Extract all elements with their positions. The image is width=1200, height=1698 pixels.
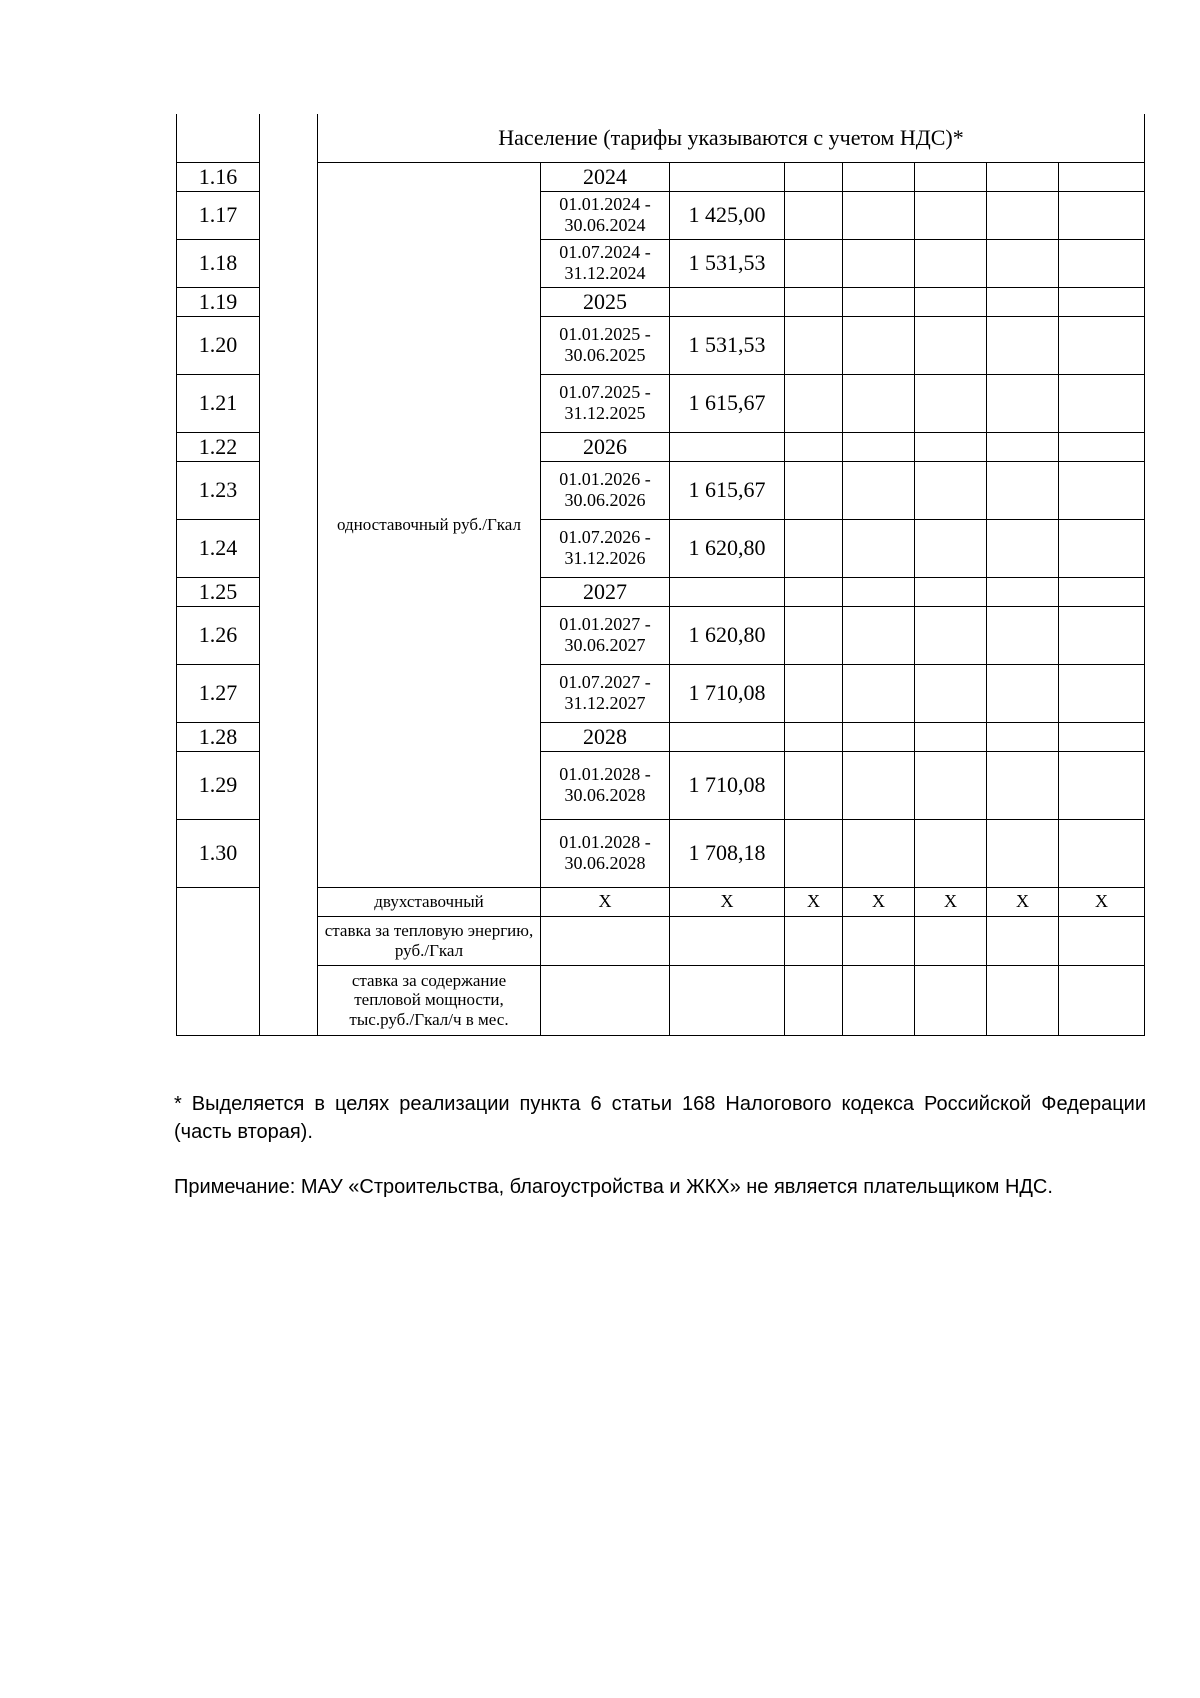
empty-cell [1059, 965, 1145, 1035]
row-number: 1.30 [177, 819, 260, 887]
blank-num-cell [177, 887, 260, 1035]
empty-cell [843, 461, 915, 519]
empty-cell [1059, 162, 1145, 191]
empty-cell [1059, 287, 1145, 316]
tariff-value: 1 425,00 [670, 191, 785, 239]
section-header-row [177, 114, 1145, 162]
tariff-value: 1 620,80 [670, 519, 785, 577]
period-range: 01.01.2025 - 30.06.2025 [541, 316, 670, 374]
empty-cell [987, 664, 1059, 722]
empty-cell [915, 162, 987, 191]
x-mark: X [987, 887, 1059, 916]
row-number: 1.18 [177, 239, 260, 287]
empty-cell [785, 374, 843, 432]
capacity-rate-label: ставка за содержание тепловой мощности, тыс.руб./Гкал/ч в мес. [318, 965, 541, 1035]
empty-cell [670, 965, 785, 1035]
tariff-value [670, 577, 785, 606]
empty-cell [987, 819, 1059, 887]
blank-side-column [260, 114, 318, 1035]
row-number: 1.27 [177, 664, 260, 722]
empty-cell [785, 819, 843, 887]
remark-note: Примечание: МАУ «Строительства, благоустройства и ЖКХ» не является плательщиком НДС. [174, 1176, 1053, 1198]
row-number: 1.17 [177, 191, 260, 239]
row-number: 1.22 [177, 432, 260, 461]
empty-cell [915, 191, 987, 239]
row-number: 1.25 [177, 577, 260, 606]
empty-cell [843, 162, 915, 191]
tariff-value [670, 162, 785, 191]
empty-cell [785, 519, 843, 577]
empty-cell [1059, 577, 1145, 606]
x-mark: X [670, 887, 785, 916]
empty-cell [785, 191, 843, 239]
empty-cell [785, 461, 843, 519]
empty-cell [1059, 316, 1145, 374]
row-number: 1.24 [177, 519, 260, 577]
empty-cell [987, 606, 1059, 664]
empty-cell [843, 519, 915, 577]
empty-cell [843, 316, 915, 374]
section-header: Население (тарифы указываются с учетом НДС)* [318, 114, 1145, 162]
empty-cell [843, 191, 915, 239]
empty-cell [915, 722, 987, 751]
empty-cell [670, 916, 785, 965]
empty-cell [785, 606, 843, 664]
empty-cell [1059, 664, 1145, 722]
tariff-value [670, 287, 785, 316]
empty-cell [843, 751, 915, 819]
empty-cell [1059, 722, 1145, 751]
empty-cell [785, 751, 843, 819]
empty-cell [987, 519, 1059, 577]
tariff-table [176, 114, 1145, 1036]
empty-cell [987, 239, 1059, 287]
empty-cell [987, 751, 1059, 819]
period-range: 01.01.2024 - 30.06.2024 [541, 191, 670, 239]
year-label: 2027 [541, 577, 670, 606]
empty-cell [785, 432, 843, 461]
empty-cell [1059, 606, 1145, 664]
empty-cell [843, 432, 915, 461]
tariff-value: 1 708,18 [670, 819, 785, 887]
tariff-value: 1 531,53 [670, 239, 785, 287]
tariff-value: 1 615,67 [670, 461, 785, 519]
empty-cell [915, 606, 987, 664]
footnote: * Выделяется в целях реализации пункта 6 статьи 168 Налогового кодекса Российской Федерации (часть вторая). [174, 1093, 1146, 1143]
empty-cell [1059, 751, 1145, 819]
empty-cell [987, 162, 1059, 191]
period-range: 01.01.2028 - 30.06.2028 [541, 819, 670, 887]
sub-rate-row [177, 965, 1145, 1035]
empty-cell [843, 606, 915, 664]
x-mark: X [541, 887, 670, 916]
row-number: 1.26 [177, 606, 260, 664]
empty-cell [843, 722, 915, 751]
empty-cell [1059, 374, 1145, 432]
empty-cell [843, 287, 915, 316]
empty-cell [785, 162, 843, 191]
x-mark: X [1059, 887, 1145, 916]
empty-cell [1059, 191, 1145, 239]
empty-cell [915, 316, 987, 374]
empty-cell [987, 461, 1059, 519]
row-number: 1.20 [177, 316, 260, 374]
empty-cell [915, 965, 987, 1035]
empty-cell [843, 965, 915, 1035]
period-range: 01.07.2025 - 31.12.2025 [541, 374, 670, 432]
empty-cell [915, 461, 987, 519]
empty-cell [843, 239, 915, 287]
empty-cell [987, 316, 1059, 374]
period-range: 01.07.2024 - 31.12.2024 [541, 239, 670, 287]
empty-cell [1059, 819, 1145, 887]
tariff-value [670, 722, 785, 751]
year-label: 2025 [541, 287, 670, 316]
empty-cell [915, 239, 987, 287]
header-num-cell [177, 114, 260, 162]
row-number: 1.16 [177, 162, 260, 191]
x-mark: X [915, 887, 987, 916]
empty-cell [1059, 432, 1145, 461]
empty-cell [1059, 239, 1145, 287]
period-range: 01.01.2026 - 30.06.2026 [541, 461, 670, 519]
empty-cell [987, 287, 1059, 316]
empty-cell [915, 287, 987, 316]
empty-cell [843, 374, 915, 432]
row-number: 1.28 [177, 722, 260, 751]
empty-cell [915, 432, 987, 461]
heat-rate-label: ставка за тепловую энергию, руб./Гкал [318, 916, 541, 965]
empty-cell [915, 664, 987, 722]
period-range: 01.01.2027 - 30.06.2027 [541, 606, 670, 664]
tariff-value [670, 432, 785, 461]
empty-cell [915, 519, 987, 577]
empty-cell [987, 374, 1059, 432]
x-mark: X [843, 887, 915, 916]
year-label: 2026 [541, 432, 670, 461]
two-rate-row [177, 887, 1145, 916]
year-label: 2024 [541, 162, 670, 191]
tariff-value: 1 615,67 [670, 374, 785, 432]
period-range: 01.07.2027 - 31.12.2027 [541, 664, 670, 722]
two-rate-label: двухставочный [318, 887, 541, 916]
empty-cell [987, 722, 1059, 751]
empty-cell [915, 916, 987, 965]
tariff-value: 1 531,53 [670, 316, 785, 374]
empty-cell [987, 432, 1059, 461]
empty-cell [843, 664, 915, 722]
row-number: 1.23 [177, 461, 260, 519]
year-label: 2028 [541, 722, 670, 751]
empty-cell [915, 819, 987, 887]
empty-cell [1059, 916, 1145, 965]
empty-cell [915, 374, 987, 432]
tariff-value: 1 710,08 [670, 751, 785, 819]
empty-cell [541, 965, 670, 1035]
empty-cell [987, 577, 1059, 606]
empty-cell [785, 316, 843, 374]
empty-cell [785, 965, 843, 1035]
sub-rate-row [177, 916, 1145, 965]
empty-cell [843, 916, 915, 965]
empty-cell [785, 577, 843, 606]
row-number: 1.19 [177, 287, 260, 316]
empty-cell [541, 916, 670, 965]
empty-cell [785, 664, 843, 722]
empty-cell [1059, 519, 1145, 577]
tariff-value: 1 620,80 [670, 606, 785, 664]
tariff-value: 1 710,08 [670, 664, 785, 722]
empty-cell [785, 287, 843, 316]
table-row [177, 162, 1145, 191]
period-range: 01.07.2026 - 31.12.2026 [541, 519, 670, 577]
row-number: 1.21 [177, 374, 260, 432]
empty-cell [843, 819, 915, 887]
empty-cell [915, 577, 987, 606]
empty-cell [843, 577, 915, 606]
empty-cell [987, 916, 1059, 965]
empty-cell [1059, 461, 1145, 519]
empty-cell [987, 965, 1059, 1035]
one-rate-category: одноставочный руб./Гкал [318, 162, 541, 887]
empty-cell [987, 191, 1059, 239]
empty-cell [785, 239, 843, 287]
period-range: 01.01.2028 - 30.06.2028 [541, 751, 670, 819]
row-number: 1.29 [177, 751, 260, 819]
empty-cell [785, 916, 843, 965]
empty-cell [915, 751, 987, 819]
empty-cell [785, 722, 843, 751]
x-mark: X [785, 887, 843, 916]
